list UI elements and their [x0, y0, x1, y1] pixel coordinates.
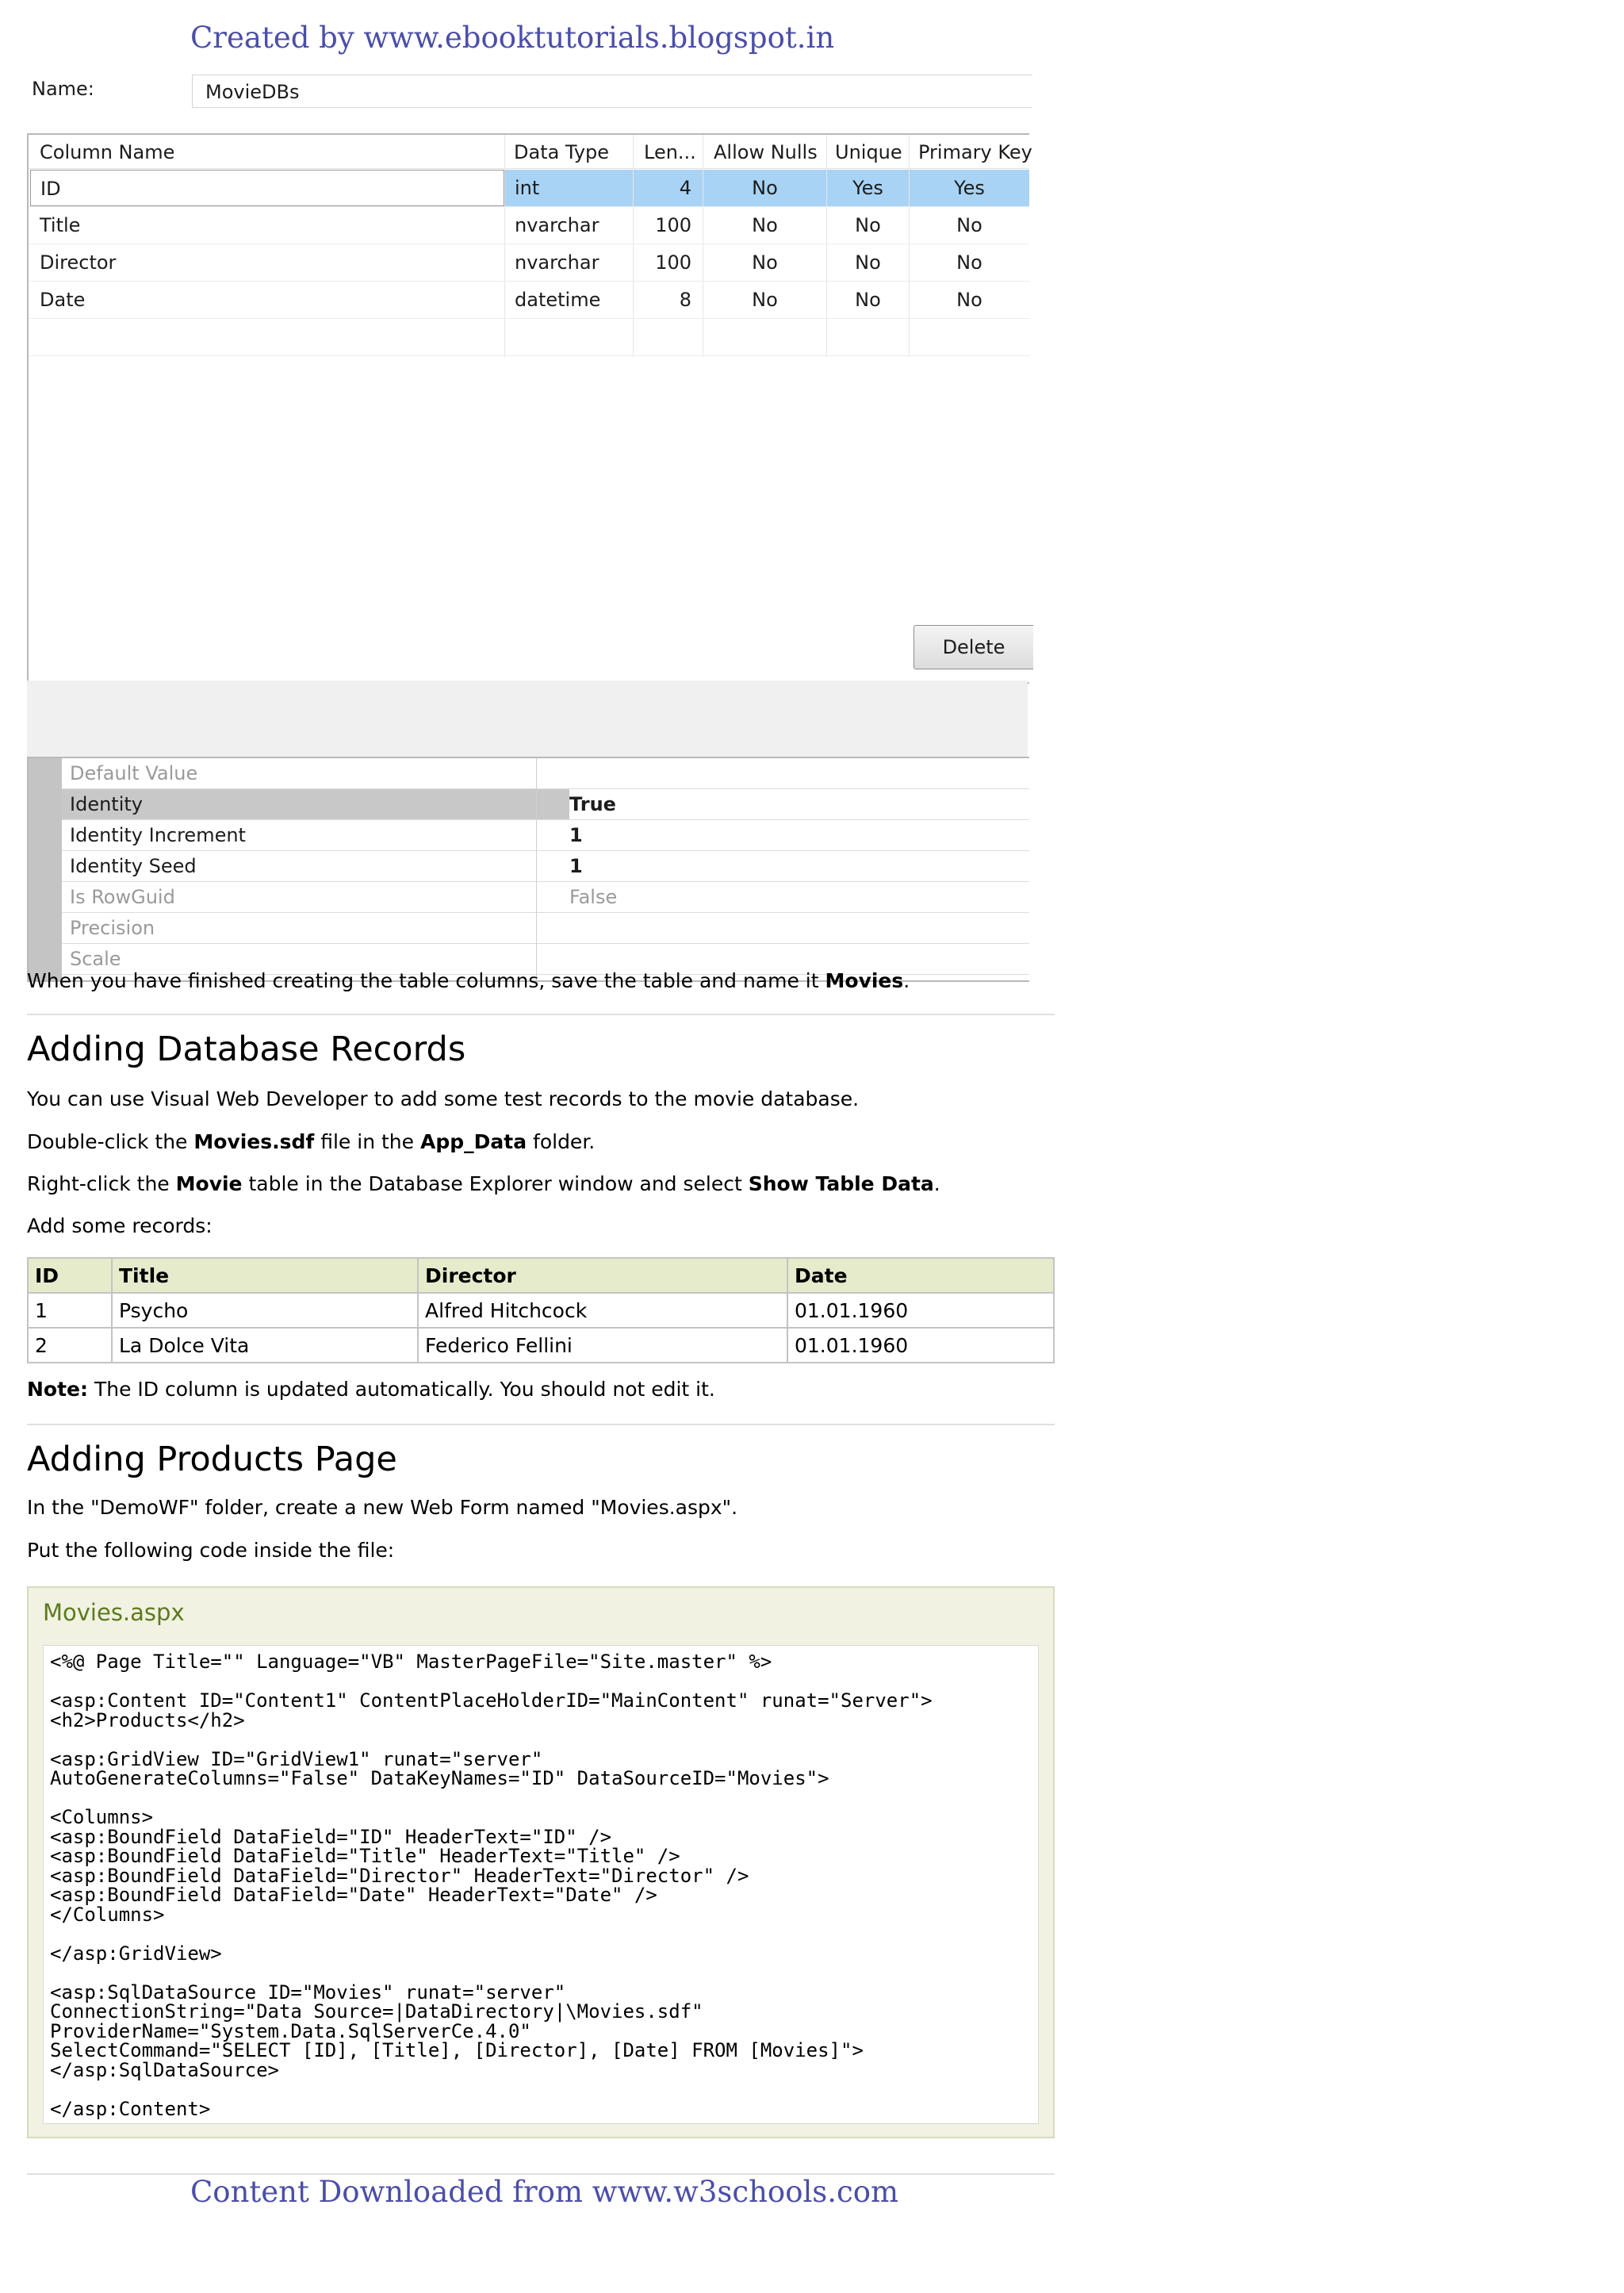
- cell-unique[interactable]: No: [855, 289, 881, 311]
- table-cell: La Dolce Vita: [112, 1328, 418, 1363]
- col-header-primary-key[interactable]: Primary Key: [918, 141, 1032, 163]
- property-row[interactable]: [62, 913, 1029, 944]
- cell-allow-nulls[interactable]: No: [752, 251, 778, 274]
- cell-unique[interactable]: Yes: [827, 170, 909, 206]
- designer-toolbar: [27, 681, 1028, 760]
- text-run: When you have finished creating the table columns, save the table and name it: [27, 969, 825, 992]
- property-row-selected[interactable]: [62, 789, 1029, 820]
- text-run: .: [903, 969, 910, 992]
- property-key: Identity: [62, 789, 569, 819]
- table-designer: [27, 70, 1032, 970]
- col-header-allow-nulls[interactable]: Allow Nulls: [714, 141, 818, 163]
- properties-gutter: [29, 758, 62, 980]
- column-properties: [27, 757, 1029, 982]
- bold-text: App_Data: [419, 1130, 527, 1153]
- name-label: Name:: [32, 78, 94, 100]
- cell-column-name[interactable]: Director: [40, 251, 117, 274]
- cell-primary-key[interactable]: Yes: [910, 170, 1029, 206]
- table-header-row: [28, 1258, 1054, 1293]
- property-value[interactable]: 1: [569, 855, 583, 877]
- table-cell: 2: [28, 1328, 112, 1363]
- property-key: Identity Increment: [70, 824, 246, 846]
- code-example: [27, 1586, 1055, 2138]
- bold-text: Show Table Data: [748, 1172, 934, 1195]
- col-header-length[interactable]: Len...: [644, 141, 696, 163]
- property-row[interactable]: [62, 820, 1029, 851]
- paragraph: [27, 1130, 595, 1153]
- bold-text: Movies: [825, 969, 904, 992]
- property-row[interactable]: [62, 758, 1029, 789]
- text-run: folder.: [527, 1130, 596, 1153]
- cell-column-name[interactable]: Title: [40, 214, 81, 236]
- delete-button-label: Delete: [942, 636, 1005, 658]
- property-key: Default Value: [70, 762, 198, 784]
- bold-text: Note:: [27, 1378, 89, 1401]
- property-value[interactable]: False: [569, 886, 618, 908]
- cell-allow-nulls[interactable]: No: [752, 214, 778, 236]
- table-header: Director: [418, 1258, 787, 1293]
- bold-text: Movies.sdf: [193, 1130, 315, 1153]
- text-run: Double-click the: [27, 1130, 194, 1153]
- paragraph: [27, 1172, 940, 1195]
- paragraph: In the "DemoWF" folder, create a new Web Form named "Movies.aspx".: [27, 1496, 738, 1519]
- cell-column-name[interactable]: ID: [30, 170, 504, 206]
- property-key: Identity Seed: [70, 855, 197, 877]
- finish-paragraph: [27, 969, 910, 992]
- property-key: Is RowGuid: [70, 886, 175, 908]
- cell-primary-key[interactable]: No: [956, 289, 982, 311]
- text-run: The ID column is updated automatically. You should not edit it.: [88, 1378, 715, 1401]
- grid-row[interactable]: [29, 170, 1029, 207]
- cell-data-type[interactable]: int: [505, 170, 633, 206]
- col-header-data-type[interactable]: Data Type: [514, 141, 610, 163]
- cell-data-type[interactable]: nvarchar: [515, 214, 599, 236]
- table-cell: Alfred Hitchcock: [418, 1293, 787, 1328]
- column-grid: [27, 133, 1032, 684]
- col-header-column-name[interactable]: Column Name: [40, 141, 175, 163]
- table-cell: Federico Fellini: [418, 1328, 787, 1363]
- property-key: Precision: [70, 917, 155, 939]
- grid-row[interactable]: [29, 244, 1029, 282]
- header-banner: Created by www.ebooktutorials.blogspot.in: [190, 21, 835, 55]
- grid-row-empty[interactable]: [29, 319, 1029, 356]
- footer-banner: Content Downloaded from www.w3schools.com: [190, 2175, 899, 2209]
- cell-primary-key[interactable]: No: [956, 251, 982, 274]
- divider: [27, 1014, 1055, 1015]
- property-row[interactable]: [62, 882, 1029, 913]
- heading-adding-records: Adding Database Records: [27, 1030, 466, 1069]
- table-cell: 1: [28, 1293, 112, 1328]
- cell-allow-nulls[interactable]: No: [703, 170, 826, 206]
- heading-adding-products: Adding Products Page: [27, 1440, 397, 1479]
- table-header: Title: [112, 1258, 418, 1293]
- grid-row[interactable]: [29, 282, 1029, 319]
- cell-primary-key[interactable]: No: [956, 214, 982, 236]
- table-header: Date: [787, 1258, 1054, 1293]
- property-value[interactable]: True: [569, 793, 616, 815]
- cell-data-type[interactable]: nvarchar: [515, 251, 599, 274]
- note-paragraph: [27, 1378, 715, 1401]
- cell-unique[interactable]: No: [855, 251, 881, 274]
- bold-text: Movie: [175, 1172, 243, 1195]
- cell-length[interactable]: 8: [679, 289, 691, 311]
- paragraph: Add some records:: [27, 1214, 213, 1237]
- paragraph: Put the following code inside the file:: [27, 1539, 395, 1562]
- delete-button[interactable]: [914, 625, 1033, 669]
- table-name-input[interactable]: MovieDBs: [192, 75, 1032, 108]
- grid-header: [29, 135, 1032, 169]
- paragraph: You can use Visual Web Developer to add some test records to the movie database.: [27, 1087, 860, 1110]
- table-cell: Psycho: [112, 1293, 418, 1328]
- records-table: [27, 1257, 1055, 1363]
- text-run: Right-click the: [27, 1172, 176, 1195]
- col-header-unique[interactable]: Unique: [835, 141, 902, 163]
- code-text: <%@ Page Title="" Language="VB" MasterPageFile="Site.master" %> <asp:Content ID="Content1" ContentPlaceHolderID="MainContent" runat="Server"> <h2>Products</h2> <asp:GridView ID="GridView1" runat="server" AutoGenerateColumns="False" DataKeyNames="ID" DataSourceID="Movies"> <Columns> <asp:BoundField DataField="ID" HeaderText="ID" /> <asp:BoundField DataField="Title" HeaderText="Title" /> <asp:BoundField DataField="Director" HeaderText="Director" /> <asp:BoundField DataField="Date" HeaderText="Date" /> </Columns> </asp:GridView> <asp:SqlDataSource ID="Movies" runat="server" ConnectionString="Data Source=|DataDirectory|\Movies.sdf" ProviderName="System.Data.SqlServerCe.4.0" SelectCommand="SELECT [ID], [Title], [Director], [Date] FROM [Movies]"> </asp:SqlDataSource> </asp:Content>: [50, 1651, 933, 2120]
- text-run: .: [933, 1172, 940, 1195]
- table-row: [28, 1293, 1054, 1328]
- code-block: [43, 1645, 1039, 2124]
- cell-length[interactable]: 4: [634, 170, 703, 206]
- cell-unique[interactable]: No: [855, 214, 881, 236]
- table-cell: 01.01.1960: [787, 1328, 1054, 1363]
- cell-data-type[interactable]: datetime: [515, 289, 601, 311]
- table-header: ID: [28, 1258, 112, 1293]
- text-run: table in the Database Explorer window and select: [242, 1172, 749, 1195]
- property-value[interactable]: 1: [569, 824, 583, 846]
- property-key: Scale: [70, 948, 121, 970]
- table-cell: 01.01.1960: [787, 1293, 1054, 1328]
- property-row[interactable]: [62, 851, 1029, 882]
- text-run: file in the: [314, 1130, 420, 1153]
- cell-column-name[interactable]: Date: [40, 289, 86, 311]
- grid-row[interactable]: [29, 207, 1029, 244]
- cell-allow-nulls[interactable]: No: [752, 289, 778, 311]
- table-row: [28, 1328, 1054, 1363]
- cell-length[interactable]: 100: [655, 251, 691, 274]
- divider: [27, 1424, 1055, 1425]
- code-example-title: Movies.aspx: [43, 1599, 185, 1626]
- cell-length[interactable]: 100: [655, 214, 691, 236]
